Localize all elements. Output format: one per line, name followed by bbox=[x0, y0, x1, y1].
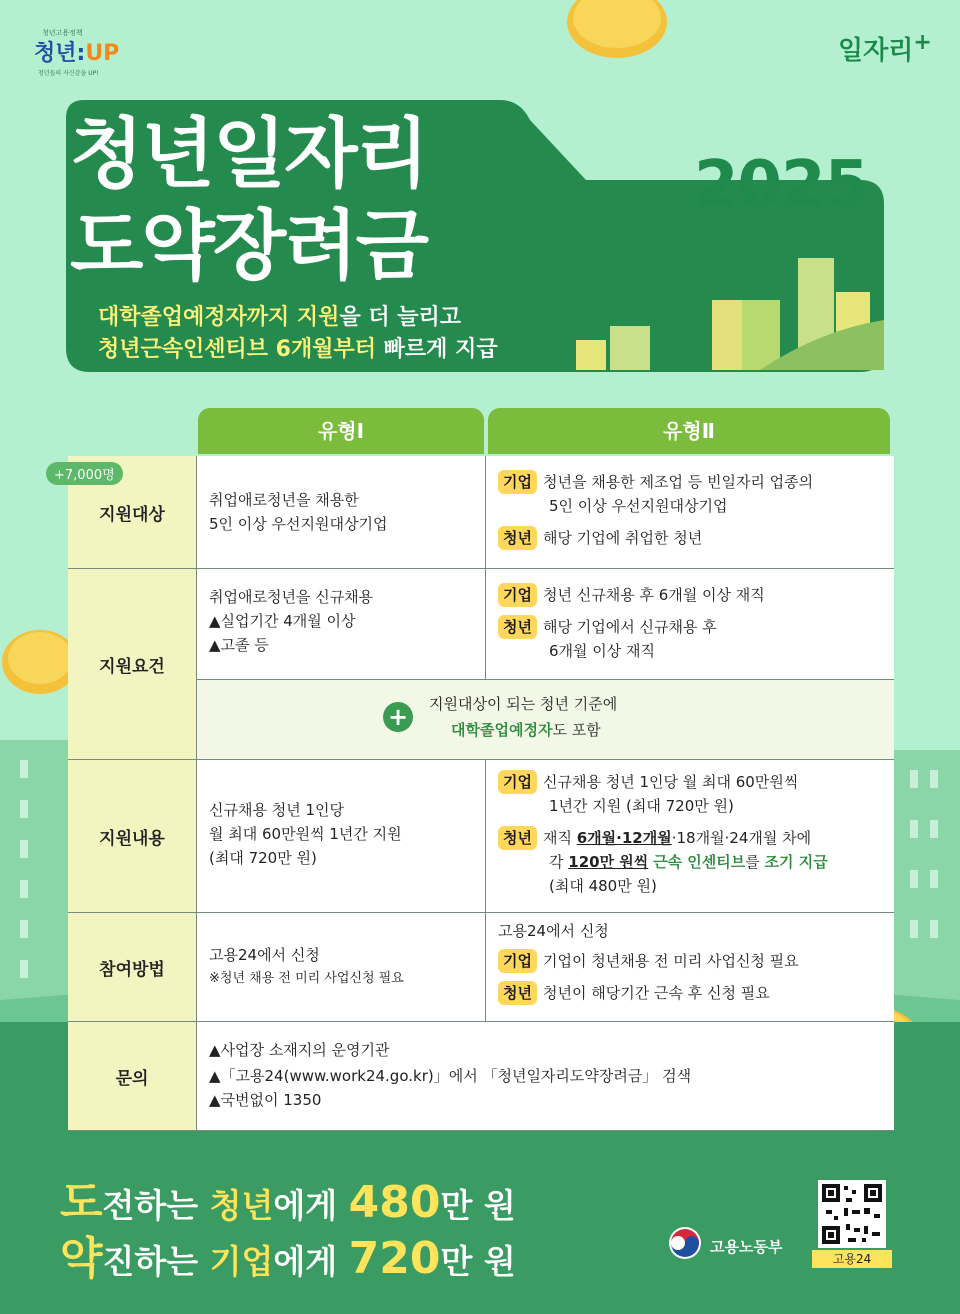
content-type1-line3: (최대 720만 원) bbox=[209, 849, 317, 867]
slogan1-b: 전하는 bbox=[102, 1186, 210, 1225]
req-type1-line1: 취업애로청년을 신규채용 bbox=[209, 588, 374, 606]
content-youth-l1a: 재직 bbox=[542, 829, 577, 847]
logo-small-text: 청년고용정책 bbox=[42, 29, 83, 37]
slogan2-b: 진하는 bbox=[102, 1242, 210, 1281]
label-apply bbox=[68, 913, 197, 1021]
subtitle-line2 bbox=[98, 332, 498, 363]
slogan1-c: 청년 bbox=[209, 1186, 274, 1225]
inquiry-line3: ▲국번없이 1350 bbox=[209, 1091, 322, 1109]
target-youth-line1: 해당 기업에 취업한 청년 bbox=[542, 529, 703, 547]
qr-code[interactable] bbox=[818, 1180, 886, 1248]
row-apply bbox=[68, 913, 894, 1022]
req-youth-line1: 해당 기업에서 신규채용 후 bbox=[542, 618, 717, 636]
req-note-line1: 지원대상이 되는 청년 기준에 bbox=[429, 695, 618, 713]
req-note-highlight: 대학졸업예정자 bbox=[451, 721, 553, 739]
tag-company: 기업 bbox=[498, 583, 537, 607]
label-content-text: 지원내용 bbox=[99, 828, 165, 849]
logo-sub-text: 청년들의 자신감을 UP! bbox=[38, 70, 99, 77]
ministry-name: 고용노동부 bbox=[710, 1238, 783, 1256]
slogan2-d: 에게 bbox=[273, 1242, 349, 1281]
apply-type2-line1: 고용24에서 신청 bbox=[498, 922, 609, 940]
qr-label: 고용24 bbox=[812, 1250, 892, 1268]
req-youth-line2: 6개월 이상 재직 bbox=[549, 642, 656, 660]
header-type2: 유형Ⅱ bbox=[488, 408, 890, 454]
requirement-type2 bbox=[486, 569, 894, 680]
requirement-type1 bbox=[197, 569, 486, 680]
tag-youth: 청년 bbox=[498, 826, 537, 850]
jobs-plus-logo bbox=[838, 30, 932, 67]
slogan2-e: 720 bbox=[348, 1233, 441, 1284]
apply-company-line1: 기업이 청년채용 전 미리 사업신청 필요 bbox=[542, 952, 799, 970]
label-inquiry bbox=[68, 1022, 197, 1130]
apply-type1-line2: ※청년 채용 전 미리 사업신청 필요 bbox=[209, 971, 404, 986]
content-type2 bbox=[486, 760, 894, 912]
row-target bbox=[54, 456, 894, 569]
req-company-line1: 청년 신규채용 후 6개월 이상 재직 bbox=[542, 586, 765, 604]
row-content bbox=[68, 760, 894, 913]
slogan-line2 bbox=[60, 1222, 516, 1286]
content-youth-l2b: 120만 원씩 bbox=[568, 853, 649, 871]
target-type2 bbox=[486, 456, 894, 568]
apply-type1 bbox=[197, 913, 486, 1021]
content-youth-l1b: 6개월·12개월 bbox=[576, 829, 672, 847]
subtitle2-highlight: 청년근속인센티브 6개월부터 bbox=[98, 337, 376, 362]
title-line2: 도약장려금 bbox=[70, 201, 428, 290]
year: 2025 bbox=[694, 148, 869, 222]
content-type1-line2: 월 최대 60만원씩 1년간 지원 bbox=[209, 825, 402, 843]
target-type1 bbox=[197, 456, 486, 568]
content-type1 bbox=[197, 760, 486, 912]
inquiry-content bbox=[197, 1022, 894, 1130]
requirement-note bbox=[197, 680, 894, 759]
apply-youth-line1: 청년이 해당기간 근속 후 신청 필요 bbox=[542, 984, 770, 1002]
tag-youth: 청년 bbox=[498, 615, 537, 639]
slogan1-d: 에게 bbox=[273, 1186, 349, 1225]
target-company-line2: 5인 이상 우선지원대상기업 bbox=[549, 497, 728, 515]
content-youth-l2d: 근속 인센티브 bbox=[653, 853, 746, 871]
inquiry-line2: ▲「고용24(www.work24.go.kr)」에서 「청년일자리도약장려금」 검색 bbox=[209, 1067, 692, 1085]
label-apply-text: 참여방법 bbox=[99, 959, 165, 980]
taegeuk-icon bbox=[668, 1226, 702, 1260]
subtitle1-highlight: 대학졸업예정자까지 지원 bbox=[98, 305, 340, 330]
content-youth-l2e: 를 bbox=[745, 853, 765, 871]
content-youth-l2f: 조기 지급 bbox=[764, 853, 828, 871]
slogan-line1 bbox=[60, 1166, 516, 1230]
req-type1-line2: ▲실업기간 4개월 이상 bbox=[209, 612, 356, 630]
subtitle2-rest: 빠르게 지급 bbox=[376, 337, 498, 362]
subtitle1-rest: 을 더 늘리고 bbox=[339, 305, 462, 330]
target-type1-line2: 5인 이상 우선지원대상기업 bbox=[209, 515, 388, 533]
logo-main-b: UP bbox=[85, 41, 120, 66]
slogan2-c: 기업 bbox=[209, 1242, 274, 1281]
subtitle-line1 bbox=[98, 300, 461, 331]
row-requirement bbox=[68, 569, 894, 760]
logo-main-text bbox=[34, 36, 119, 67]
label-target-text: 지원대상 bbox=[99, 504, 165, 525]
content-youth-l1c: ·18개월·24개월 차에 bbox=[671, 829, 812, 847]
req-type1-line3: ▲고졸 등 bbox=[209, 636, 269, 654]
target-company-line1: 청년을 채용한 제조업 등 빈일자리 업종의 bbox=[542, 473, 814, 491]
content-youth-l2a: 각 bbox=[549, 853, 569, 871]
tag-youth: 청년 bbox=[498, 526, 537, 550]
brand-right-text: 일자리 bbox=[838, 36, 914, 66]
plus-icon: + bbox=[913, 30, 932, 55]
label-inquiry-text: 문의 bbox=[115, 1068, 149, 1089]
apply-type1-line1: 고용24에서 신청 bbox=[209, 946, 320, 964]
header-type1: 유형Ⅰ bbox=[198, 408, 484, 454]
slogan1-e: 480 bbox=[348, 1177, 441, 1228]
youth-up-logo bbox=[34, 28, 134, 76]
label-requirement-text: 지원요건 bbox=[99, 656, 165, 677]
content-youth-line3: (최대 480만 원) bbox=[549, 877, 657, 895]
content-company-line2: 1년간 지원 (최대 720만 원) bbox=[549, 797, 734, 815]
building-left bbox=[0, 740, 70, 1040]
page-title bbox=[70, 108, 427, 292]
row-inquiry bbox=[68, 1022, 894, 1131]
content-company-line1: 신규채용 청년 1인당 월 최대 60만원씩 bbox=[542, 773, 799, 791]
tag-youth: 청년 bbox=[498, 981, 537, 1005]
req-note-rest: 도 포함 bbox=[552, 721, 601, 739]
inquiry-line1: ▲사업장 소재지의 운영기관 bbox=[209, 1041, 390, 1059]
apply-type2 bbox=[486, 913, 894, 1021]
label-requirement bbox=[68, 569, 197, 759]
tag-company: 기업 bbox=[498, 770, 537, 794]
tag-company: 기업 bbox=[498, 949, 537, 973]
slogan1-a: 도 bbox=[60, 1177, 103, 1228]
title-line1: 청년일자리 bbox=[70, 109, 428, 198]
badge-plus-7000: +7,000명 bbox=[46, 462, 123, 485]
logo-main-a: 청년: bbox=[34, 41, 86, 66]
slogan2-f: 만 원 bbox=[440, 1242, 516, 1281]
content-type1-line1: 신규채용 청년 1인당 bbox=[209, 801, 345, 819]
target-type1-line1: 취업애로청년을 채용한 bbox=[209, 491, 359, 509]
slogan2-a: 약 bbox=[60, 1233, 103, 1284]
tag-company: 기업 bbox=[498, 470, 537, 494]
plus-circle-icon: + bbox=[383, 702, 413, 732]
slogan1-f: 만 원 bbox=[440, 1186, 516, 1225]
label-content bbox=[68, 760, 197, 912]
